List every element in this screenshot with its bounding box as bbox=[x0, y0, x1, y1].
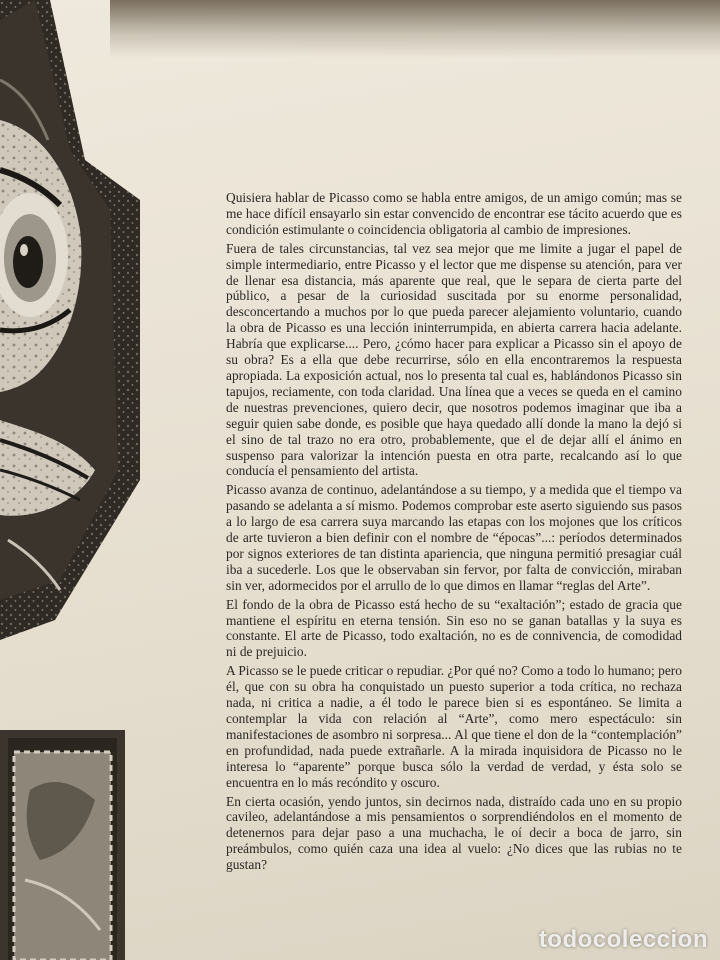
watermark: todocoleccion bbox=[538, 926, 708, 953]
paragraph-2: Fuera de tales circunstancias, tal vez sea mejor que me limite a jugar el papel de simple intermediario, entre Picasso y el lector que me dispense su atención, para ver de llenar esa distancia, más aparente que real, que le separa de cierta parte del público, a pesar de la curiosidad suscitada por su enorme personalidad, desconcertando a muchos por lo que pueda parecer alejamiento voluntario, cuando la obra de Picasso es una lección ininterrumpida, en abierta carrera hacia adelante. Habría que explicarse.... Pero, ¿cómo hacer para explicar a Picasso sin el apoyo de su obra? Es a ella que debe recurrirse, sólo en ella encontraremos la respuesta apropiada. La exposición actual, nos lo presenta tal cual es, hablándonos Picasso sin tapujos, reciamente, con toda claridad. Una línea que a veces se queda en el camino de nuestras prevenciones, quiero decir, que nosotros podemos imaginar que iba a seguir quien sabe donde, es posible que haya quedado allí donde la mano la dejó si el sino de tal trazo no era otro, probablemente, que el de dejar allí el ánimo en suspenso para valorizar la intención puesta en otra parte, recalcando así lo que conducía el pensamiento del artista. bbox=[226, 240, 682, 479]
picasso-fragment-illustration-icon bbox=[0, 730, 125, 960]
paragraph-5: A Picasso se le puede criticar o repudiar. ¿Por qué no? Como a todo lo humano; pero él, que con su obra ha conquistado un puesto superior a toda crítica, no rechaza nada, ni critica a nadie, a él todo le parece bien si es espontáneo. Se limita a contemplar la vida con relación al “Arte”, como mero espectáculo: sin manifestaciones de asombro ni sorpresa... Al que tiene el don de la “contemplación” en profundidad, nada puede extrañarle. A la mirada inquisidora de Picasso no le interesa lo “aparente” porque busca sólo la verdad de verdad, y ésta solo se encuentra en lo más recóndito y oscuro. bbox=[226, 663, 682, 790]
page-top-shadow bbox=[110, 0, 720, 58]
picasso-face-illustration-icon bbox=[0, 0, 140, 640]
article-text bbox=[226, 190, 682, 876]
paragraph-3: Picasso avanza de continuo, adelantándose a su tiempo, y a medida que el tiempo va pasando se adelanta a sí mismo. Podemos comprobar este aserto siguiendo sus pasos a lo largo de esa carrera suya marcando las etapas con los mojones que los críticos de arte tuvieron a bien definir con el nombre de “épocas”...: períodos determinados por signos exteriores de tan distinta apariencia, que ninguna permitió presagiar cuál iba a sucederle. Los que le observaban sin fervor, por falta de convicción, miraban sin ver, adormecidos por el arrullo de lo que dimos en llamar “reglas del Arte”. bbox=[226, 482, 682, 593]
paragraph-6: En cierta ocasión, yendo juntos, sin decirnos nada, distraído cada uno en su propio cavileo, adelantándose a mis pensamientos o sorprendiéndolos en el momento de detenernos para dejar paso a una muchacha, le oí decir a boca de jarro, sin preámbulos, como quién caza una idea al vuelo: ¿No dices que las rubias no te gustan? bbox=[226, 793, 682, 873]
paragraph-4: El fondo de la obra de Picasso está hecho de su “exaltación”; estado de gracia que mantiene el espíritu en eterna tensión. Sin eso no se ganan batallas y la suya es constante. El arte de Picasso, todo exaltación, no es de connivencia, de comodidad ni de prejuicio. bbox=[226, 596, 682, 660]
paragraph-1: Quisiera hablar de Picasso como se habla entre amigos, de un amigo común; mas se me hace difícil ensayarlo sin estar convencido de encontrar ese tácito acuerdo que es condición estimulante o coincidencia obligatoria al cambio de impresiones. bbox=[226, 190, 682, 237]
